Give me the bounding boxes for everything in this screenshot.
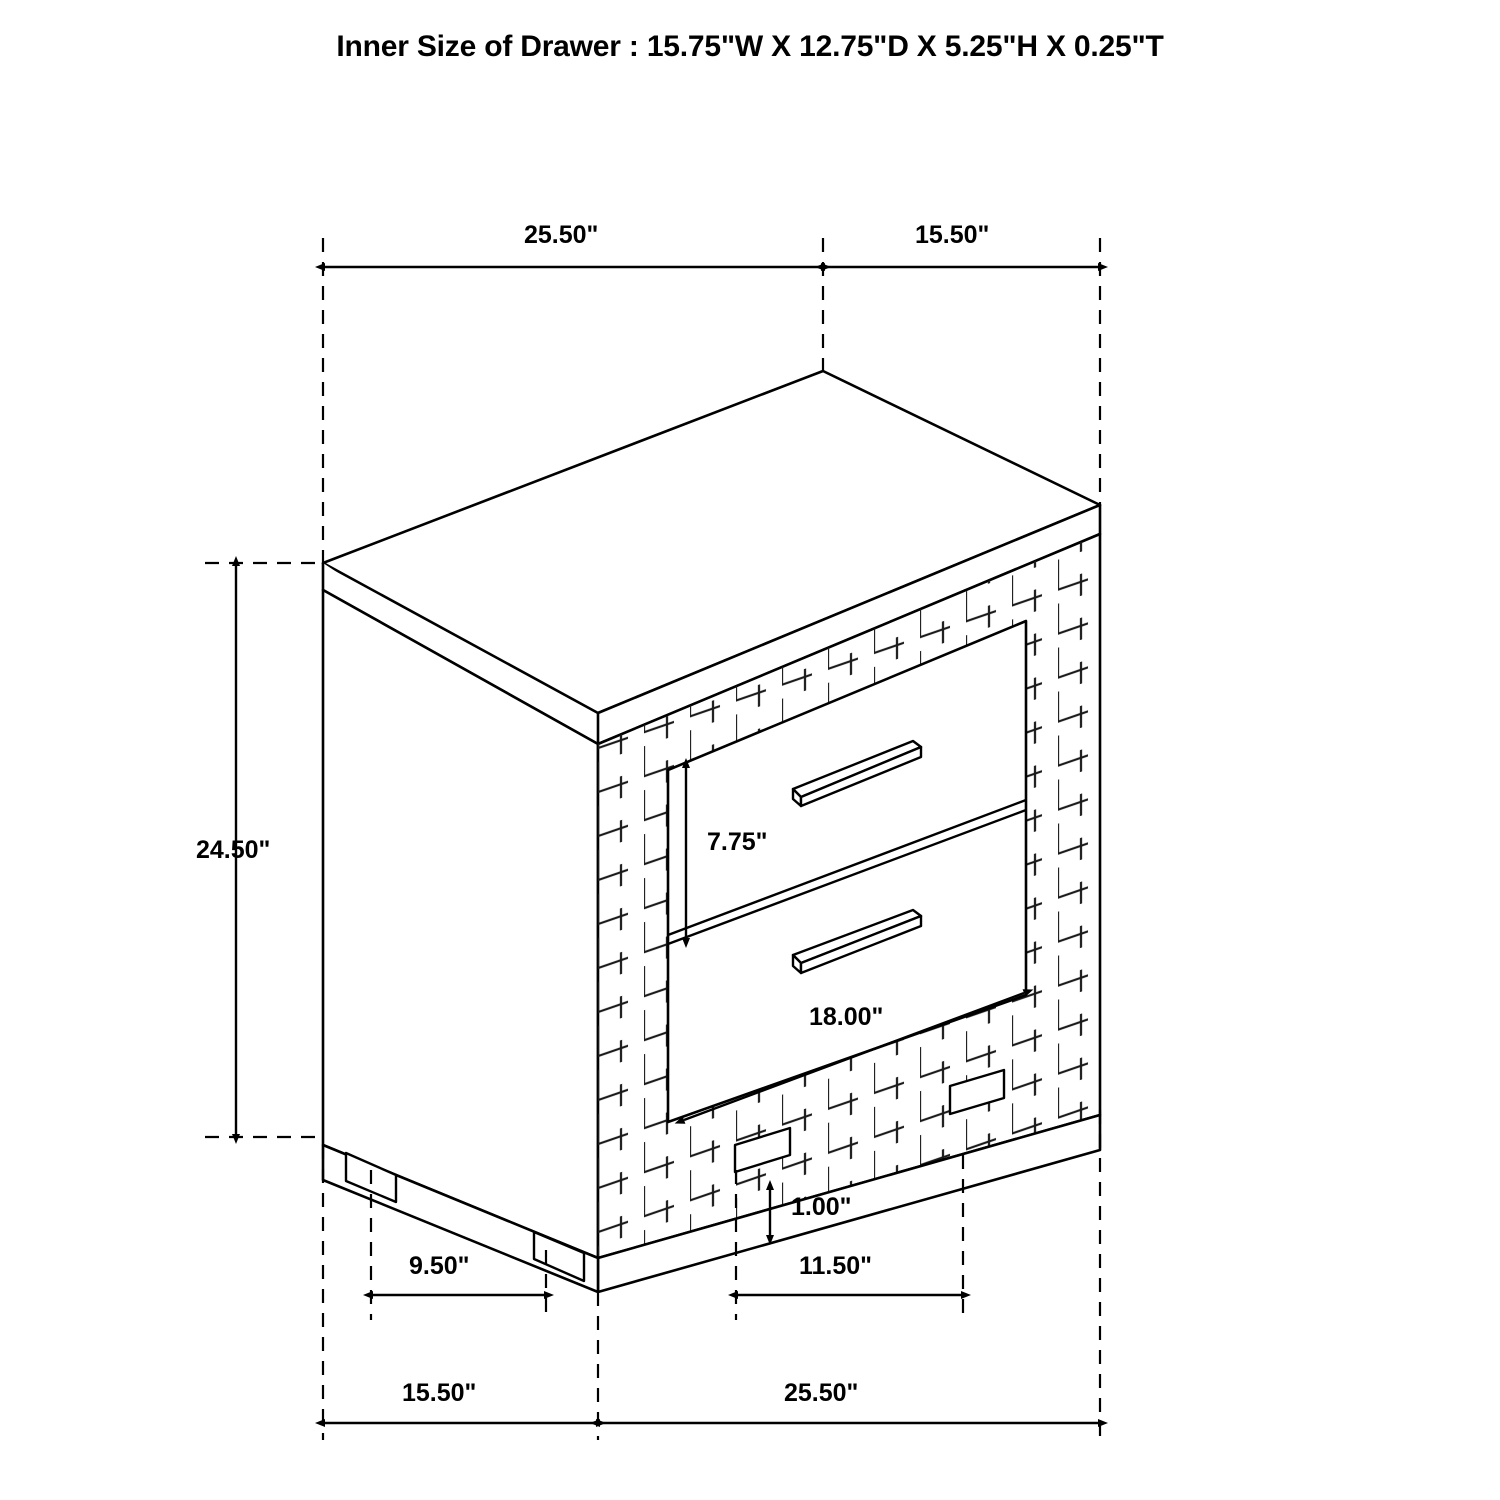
dimension-label-foot-height: 1.00" (791, 1193, 852, 1221)
dimension-label-overall-height: 24.50" (196, 836, 271, 864)
dimension-label-base-right-width: 25.50" (784, 1379, 859, 1407)
dimension-label-top-right-width: 15.50" (915, 221, 990, 249)
dimension-label-drawer-face-width: 18.00" (809, 1003, 884, 1031)
dimension-label-drawer-face-height: 7.75" (707, 828, 768, 856)
dimension-label-base-left-depth: 15.50" (402, 1379, 477, 1407)
dimension-label-top-left-depth: 25.50" (524, 221, 599, 249)
dimension-label-left-foot-span: 9.50" (409, 1252, 470, 1280)
dimension-label-front-foot-span: 11.50" (799, 1252, 873, 1280)
page-title: Inner Size of Drawer : 15.75"W X 12.75"D X 5.25"H X 0.25"T (336, 30, 1164, 63)
